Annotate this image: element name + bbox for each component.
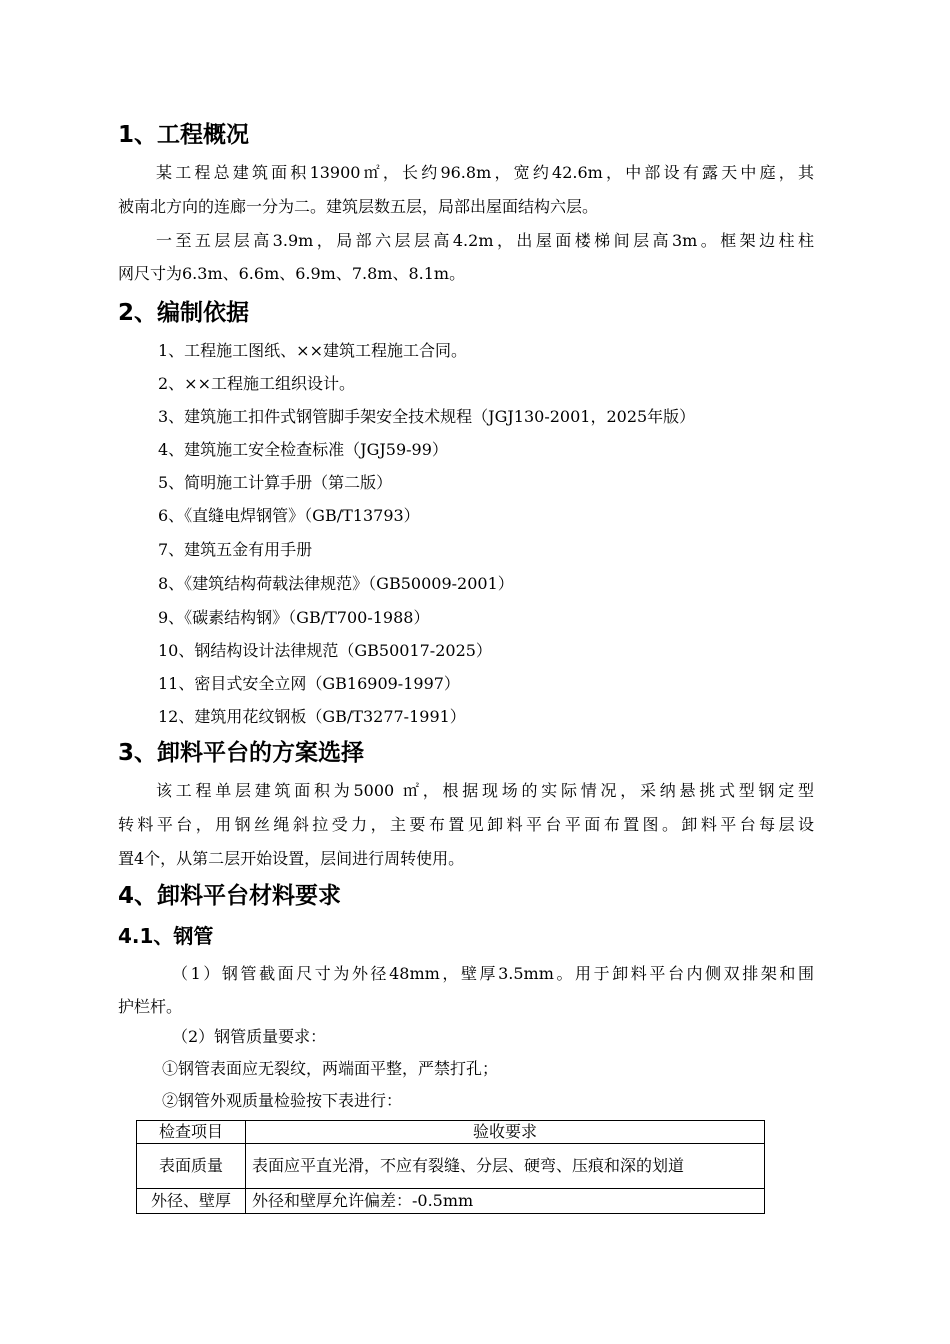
list-item: 8、《建筑结构荷载法律规范》（GB50009-2001） bbox=[158, 574, 514, 593]
table-row bbox=[137, 1189, 765, 1214]
table-header-cell: 检查项目 bbox=[137, 1121, 246, 1144]
list-item: 6、《直缝电焊钢管》（GB/T13793） bbox=[158, 506, 420, 525]
paragraph-line: ②钢管外观质量检验按下表进行： bbox=[162, 1091, 403, 1110]
list-item: 2、××工程施工组织设计。 bbox=[158, 374, 355, 393]
table-cell: 外径、壁厚 bbox=[137, 1189, 246, 1214]
paragraph-line: 转料平台，用钢丝绳斜拉受力，主要布置见卸料平台平面布置图。卸料平台每层设 bbox=[118, 815, 814, 834]
table-header-row bbox=[137, 1121, 765, 1144]
table-cell: 表面应平直光滑，不应有裂缝、分层、硬弯、压痕和深的划道 bbox=[246, 1144, 765, 1189]
list-item: 5、简明施工计算手册（第二版） bbox=[158, 473, 393, 492]
list-item: 12、建筑用花纹钢板（GB/T3277-1991） bbox=[158, 707, 466, 726]
list-item: 7、建筑五金有用手册 bbox=[158, 540, 313, 559]
paragraph-line: 网尺寸为6.3m、6.6m、6.9m、7.8m、8.1m。 bbox=[118, 264, 466, 283]
list-item: 9、《碳素结构钢》（GB/T700-1988） bbox=[158, 608, 430, 627]
table-row bbox=[137, 1144, 765, 1189]
paragraph-line: 该工程单层建筑面积为5000 ㎡，根据现场的实际情况，采纳悬挑式型钢定型 bbox=[156, 781, 814, 800]
paragraph-line: 护栏杆。 bbox=[118, 997, 183, 1016]
list-item: 1、工程施工图纸、××建筑工程施工合同。 bbox=[158, 341, 467, 360]
section-heading-3: 3、卸料平台的方案选择 bbox=[118, 740, 365, 766]
paragraph-line: 一至五层层高3.9m，局部六层层高4.2m，出屋面楼梯间层高3m。框架边柱柱 bbox=[156, 231, 814, 250]
section-heading-2: 2、编制依据 bbox=[118, 300, 250, 326]
table-cell: 表面质量 bbox=[137, 1144, 246, 1189]
paragraph-line: 某工程总建筑面积13900㎡，长约96.8m，宽约42.6m，中部设有露天中庭，其 bbox=[156, 163, 814, 182]
subsection-heading: 4.1、钢管 bbox=[118, 924, 214, 948]
list-item: 4、建筑施工安全检查标准（JGJ59-99） bbox=[158, 440, 448, 459]
section-heading-4: 4、卸料平台材料要求 bbox=[118, 883, 342, 909]
table-cell: 外径和壁厚允许偏差：-0.5mm bbox=[246, 1189, 765, 1214]
inspection-table bbox=[136, 1120, 765, 1214]
paragraph-line: （2）钢管质量要求： bbox=[172, 1027, 327, 1046]
paragraph-line: 置4个，从第二层开始设置，层间进行周转使用。 bbox=[118, 849, 465, 868]
paragraph-line: ①钢管表面应无裂纹，两端面平整，严禁打孔； bbox=[162, 1059, 499, 1078]
paragraph-line: 被南北方向的连廊一分为二。建筑层数五层，局部出屋面结构六层。 bbox=[118, 197, 599, 216]
list-item: 10、钢结构设计法律规范（GB50017-2025） bbox=[158, 641, 492, 660]
list-item: 3、建筑施工扣件式钢管脚手架安全技术规程（JGJ130-2001，2025年版） bbox=[158, 407, 696, 426]
paragraph-line: （1）钢管截面尺寸为外径48mm，壁厚3.5mm。用于卸料平台内侧双排架和围 bbox=[172, 964, 814, 983]
table-header-cell: 验收要求 bbox=[246, 1121, 765, 1144]
section-heading-1: 1、工程概况 bbox=[118, 122, 250, 148]
list-item: 11、密目式安全立网（GB16909-1997） bbox=[158, 674, 460, 693]
